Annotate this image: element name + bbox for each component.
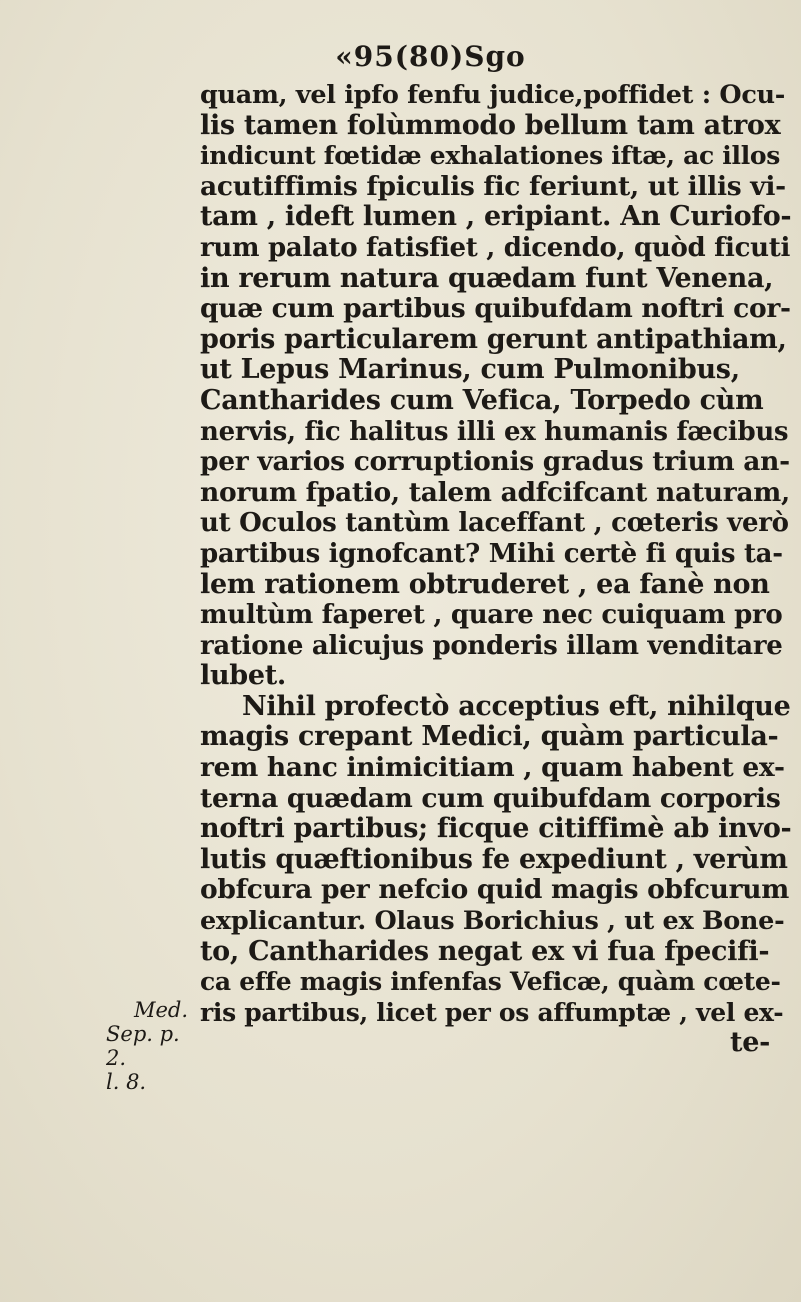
text-line: rem hanc inimicitiam , quam habent ex- [200,752,785,784]
margin-note-line: Sep. p. 2. [106,1022,180,1070]
paragraph-start-line: Nihil profectò acceptius eft, nihilque [242,690,791,722]
text-line: partibus ignofcant? Mihi certè fi quis ta- [200,538,783,569]
text-line: multùm faperet , quare nec cuiquam pro [200,600,783,631]
text-line: Cantharides cum Vefica, Torpedo cùm [200,384,764,416]
text-line: per varios corruptionis gradus trium an- [200,446,790,478]
text-line: noftri partibus; ficque citiffimè ab invo- [200,813,792,845]
catchword: te- [730,1027,770,1059]
text-line: explicantur. Olaus Borichius , ut ex Bone- [200,906,785,937]
text-line: terna quædam cum quibufdam corporis [200,782,781,814]
text-line: indicunt fœtidæ exhalationes iftæ, ac illos [200,141,781,171]
text-line: ut Oculos tantùm laceffant , cœteris verò [200,508,789,539]
text-line: ris partibus, licet per os affumptæ , vel ex- [200,997,784,1027]
text-line: magis crepant Medici, quàm particula- [200,721,779,753]
text-line: obfcura per nefcio quid magis obfcurum [200,874,790,906]
margin-note-line: Med. [134,998,189,1022]
margin-note [106,998,200,1094]
text-line: lem rationem obtruderet , ea fanè non [200,568,770,600]
text-line: poris particularem gerunt antipathiam, [200,323,787,355]
margin-note-line: l. 8. [106,1070,147,1094]
text-line: tam , ideft lumen , eripiant. An Curiofo- [200,201,792,233]
text-line: rum palato fatisfiet , dicendo, quòd ficuti [200,232,791,263]
text-line: lubet. [200,660,287,692]
body-text [200,80,790,1059]
page-number: «95(80)Sgo [335,40,526,73]
text-line: ut Lepus Marinus, cum Pulmonibus, [200,354,740,386]
text-line: ca effe magis infenfas Veficæ, quàm cœte- [200,967,781,997]
text-line: quam, vel ipfo fenfu judice,poffidet : Ocu- [200,80,786,110]
page-header [0,40,801,73]
text-line: acutiffimis fpiculis fic feriunt, ut illis vi- [200,170,786,202]
text-line: lis tamen folùmmodo bellum tam atrox [200,109,781,141]
text-line: in rerum natura quædam funt Venena, [200,262,774,294]
text-line: norum fpatio, talem adfcifcant naturam, [200,476,790,508]
text-line: to, Cantharides negat ex vi fua fpecifi- [200,935,770,967]
text-line: nervis, fic halitus illi ex humanis fæcibus [200,416,789,447]
text-line: quæ cum partibus quibufdam noftri cor- [200,293,791,325]
text-line: ratione alicujus ponderis illam venditare [200,630,783,661]
text-line: lutis quæftionibus fe expediunt , verùm [200,843,788,875]
